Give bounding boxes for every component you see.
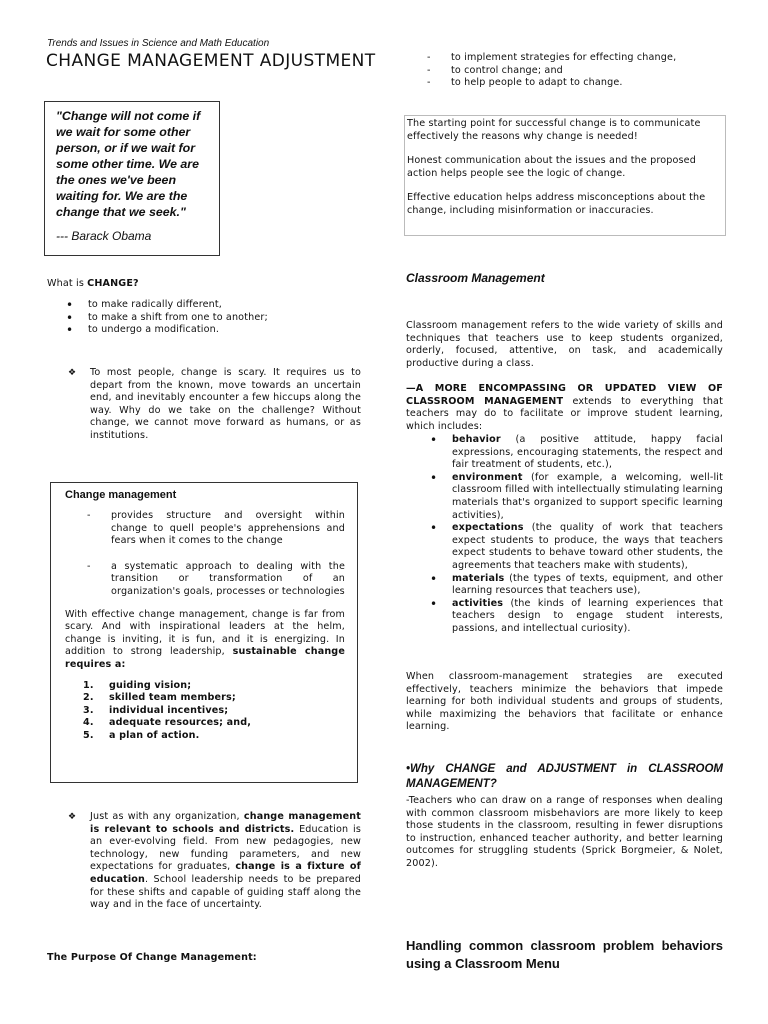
communication-p2: Honest communication about the issues and the proposed action helps people see the logic of change.: [407, 155, 696, 179]
change-management-box: [50, 482, 358, 783]
page-title: CHANGE MANAGEMENT ADJUSTMENT: [46, 51, 376, 71]
communication-box: [404, 115, 726, 236]
list-item: • to make a shift from one to another;: [62, 312, 342, 325]
list-item: - a systematic approach to dealing with the transition or transformation of an organization's goals, processes or technologies: [87, 561, 345, 599]
classroom-items: [426, 434, 723, 636]
purpose-list: [427, 52, 727, 90]
list-item: 3. individual incentives;: [83, 704, 229, 716]
requirements-list: [83, 680, 345, 743]
change-management-points: [65, 510, 345, 599]
handling-heading: Handling common classroom problem behaviors using a Classroom Menu: [406, 938, 723, 971]
quote-box: [44, 101, 220, 256]
why-text: -Teachers who can draw on a range of responses when dealing with common classroom misbehaviors are more likely to keep those students in the classroom, resulting in fewer disruptions to instruction, enhanced teacher authority, and better learning outcomes for struggling students (Sprick Borgmeier, & Nolet, 2002).: [406, 795, 723, 869]
diamond-bullet-icon: ❖: [68, 812, 77, 822]
list-item: - to control change; and: [427, 65, 727, 78]
classroom-management-heading: Classroom Management: [406, 271, 545, 285]
list-item: 4. adequate resources; and,: [83, 717, 252, 729]
list-item: 1. guiding vision;: [83, 679, 192, 691]
classroom-paragraph-2: —A MORE ENCOMPASSING OR UPDATED VIEW OF CLASSROOM MANAGEMENT extends to everything that teachers may do to facilitate or improve student learning, which includes:: [406, 383, 723, 432]
diamond-bullet-icon: ❖: [68, 368, 77, 378]
list-item: • environment (for example, a welcoming, well-lit classroom filled with intellectually stimulating learning materials that's organized to support specific learning activities),: [426, 472, 723, 522]
communication-p1: The starting point for successful change is to communicate effectively the reasons why change is needed!: [407, 118, 701, 142]
list-item: • expectations (the quality of work that teachers expect students to produce, the ways that teachers expect students to behave toward other students, the agreements that teachers make with students),: [426, 522, 723, 572]
classroom-paragraph-3: When classroom-management strategies are executed effectively, teachers minimize the behaviors that impede learning for both individual students and groups of students, while maximizing the behaviors that facilitate or enhance learning.: [406, 671, 723, 733]
quote-author: --- Barack Obama: [56, 229, 152, 243]
scary-paragraph: To most people, change is scary. It requires us to depart from the known, move towards an uncertain end, and inevitably encounter a few hiccups along the way. Why do we take on the challenge? Without change, we cannot move forward as humans, or as institutions.: [90, 367, 361, 441]
list-item: • to undergo a modification.: [62, 324, 342, 337]
list-item: 2. skilled team members;: [83, 692, 236, 704]
list-item: • to make radically different,: [62, 299, 342, 312]
list-item: - to help people to adapt to change.: [427, 77, 727, 90]
list-item: • materials (the types of texts, equipment, and other learning resources that teachers use),: [426, 573, 723, 598]
quote-text: "Change will not come if we wait for some other person, or if we wait for some other time. We are the ones we've been waiting for. We are the change that we seek.": [56, 109, 201, 219]
change-management-title: Change management: [65, 489, 177, 501]
what-is-change-label: What is CHANGE?: [47, 278, 139, 289]
list-item: 5. a plan of action.: [83, 729, 200, 741]
communication-p3: Effective education helps address misconceptions about the change, including misinformation or inaccuracies.: [407, 192, 706, 216]
list-item: - provides structure and oversight within change to quell people's apprehensions and fears when it comes to the change: [87, 510, 345, 548]
effective-change-paragraph: With effective change management, change is far from scary. And with inspirational leaders at the helm, change is inviting, it is fun, and it is energizing. In addition to strong leadership, sustainable change requires a:: [65, 608, 345, 670]
list-item: • activities (the kinds of learning experiences that teachers design to engage student interests, passions, and intellectual curiosity).: [426, 598, 723, 636]
list-item: - to implement strategies for effecting change,: [427, 52, 727, 65]
classroom-paragraph-1: Classroom management refers to the wide variety of skills and techniques that teachers use to keep students organized, orderly, focused, attentive, on task, and academically productive during a class.: [406, 320, 723, 369]
schools-paragraph-block: [68, 811, 361, 912]
header-subtitle: Trends and Issues in Science and Math Education: [47, 38, 270, 49]
why-heading: •Why CHANGE and ADJUSTMENT in CLASSROOM MANAGEMENT?: [406, 763, 723, 790]
schools-paragraph: Just as with any organization, change management is relevant to schools and districts. Education is an ever-evolving field. From new pedagogies, new technology, new funding parameters, and new expectations for graduates, change is a fixture of education. School leadership needs to be prepared for these shifts and capable of guiding staff along the way and in the face of uncertainty.: [90, 811, 361, 911]
scary-paragraph-block: [68, 367, 361, 443]
list-item: • behavior (a positive attitude, happy facial expressions, encouraging statements, the respect and fair treatment of students, etc.),: [426, 434, 723, 472]
purpose-heading: The Purpose Of Change Management:: [47, 952, 257, 963]
change-definitions: [62, 299, 342, 337]
